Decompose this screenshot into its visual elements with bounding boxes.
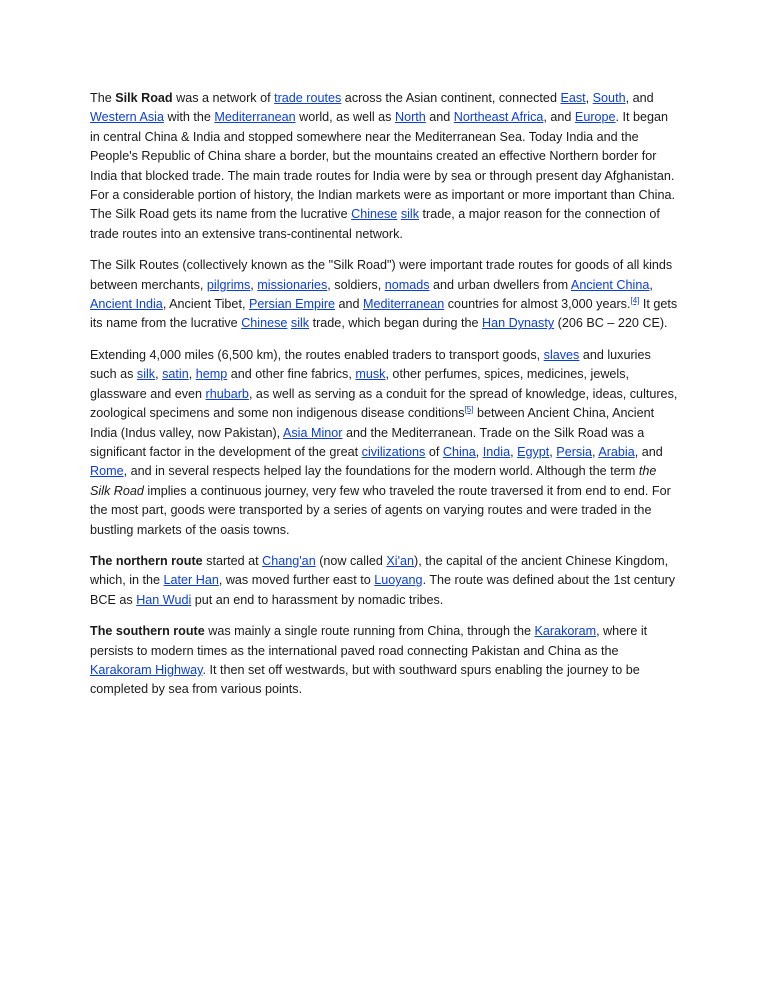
link-rome[interactable]: Rome <box>90 464 124 479</box>
link-hemp[interactable]: hemp <box>195 367 228 382</box>
link-xi-an[interactable]: Xi'an <box>386 553 415 568</box>
text-run: , <box>510 444 518 459</box>
text-run: started at <box>202 553 263 568</box>
text-run: , and <box>625 91 654 105</box>
link-silk[interactable]: silk <box>136 367 156 382</box>
text-run: Extending 4,000 miles (6,500 km), the routes enabled traders to transport goods, <box>90 347 544 362</box>
text-run: was mainly a single route running from China, through the <box>204 624 535 639</box>
link-chang-an[interactable]: Chang'an <box>262 553 316 568</box>
text-run: , as well as serving as a conduit for the spread of knowledge, ideas, cultures, zoological specimens and some non indigenous disease conditions <box>90 386 678 421</box>
link-nomads[interactable]: nomads <box>384 277 430 292</box>
link-slaves[interactable]: slaves <box>543 347 580 362</box>
link-satin[interactable]: satin <box>162 367 189 382</box>
text-run: , soldiers, <box>327 277 385 292</box>
text-run: , and <box>634 444 663 459</box>
text-run: trade, which began during the <box>309 316 483 331</box>
link-missionaries[interactable]: missionaries <box>257 277 328 292</box>
link-north[interactable]: North <box>394 110 426 125</box>
text-run: , <box>155 367 163 382</box>
link-silk[interactable]: silk <box>400 207 420 222</box>
text-run: with the <box>163 110 215 125</box>
paragraph-silk-road-intro <box>90 89 680 244</box>
link-silk[interactable]: silk <box>290 316 310 331</box>
text-run: and <box>425 110 454 125</box>
text-run: across the Asian continent, connected <box>341 91 561 105</box>
link-rhubarb[interactable]: rhubarb <box>205 386 249 401</box>
bold-text: The northern route <box>90 553 203 568</box>
link-china[interactable]: China <box>442 444 476 459</box>
text-run: between Ancient China, Ancient India (Indus valley, now Pakistan), <box>90 406 655 440</box>
text-run: and the Mediterranean. Trade on the Silk Road was a significant factor in the development of the great <box>90 425 645 459</box>
text-run: , <box>592 444 599 459</box>
link-karakoram[interactable]: Karakoram <box>534 624 597 639</box>
link-egypt[interactable]: Egypt <box>517 444 550 459</box>
text-run: , <box>188 367 196 382</box>
link-musk[interactable]: musk <box>355 367 386 382</box>
text-run: (206 BC – 220 CE). <box>554 316 668 331</box>
link-han-wudi[interactable]: Han Wudi <box>136 592 192 607</box>
text-run: (now called <box>315 553 387 568</box>
text-run: . It began in central China & India and stopped somewhere near the Mediterranean Sea. Today India and the People's Republic of China share a border, but the mountains created an effective Northern border for India that blocked trade. The main trade routes for India were by sea or through present day Afghanistan. For a considerable portion of history, the Indian markets were as important or more important than China. The Silk Road gets its name from the lucrative <box>90 110 675 222</box>
bold-text: The southern route <box>90 624 205 639</box>
text-run: was a network of <box>172 91 275 105</box>
link-chinese[interactable]: Chinese <box>241 316 288 331</box>
text-run: , <box>649 277 653 292</box>
text-run: and other fine fabrics, <box>227 367 356 382</box>
link-persia[interactable]: Persia <box>556 444 592 459</box>
text-run: of <box>425 444 443 459</box>
paragraph-southern-route <box>90 622 680 700</box>
link-chinese[interactable]: Chinese <box>351 207 398 222</box>
paragraph-silk-routes <box>90 256 680 334</box>
text-run: , other perfumes, spices, medicines, jewels, glassware and even <box>90 367 630 401</box>
italic-text: the Silk Road <box>90 464 657 498</box>
text-run: . It then set off westwards, but with southward spurs enabling the journey to be completed by sea from various points. <box>90 662 640 697</box>
text-run: implies a continuous journey, very few who traveled the route traversed it from end to end. For the most part, goods were transported by a series of agents on varying routes and were traded in the bustling markets of the oasis towns. <box>90 483 671 537</box>
link-later-han[interactable]: Later Han <box>163 573 219 588</box>
text-run: , and <box>543 110 575 125</box>
text-run: world, as well as <box>295 110 395 125</box>
text-run: . The route was defined about the 1st century BCE as <box>90 573 676 607</box>
link-trade-routes[interactable]: trade routes <box>274 91 342 105</box>
link-india[interactable]: India <box>482 444 511 459</box>
text-run: , <box>585 91 593 105</box>
text-run: trade, a major reason for the connection of trade routes into an extensive trans-continental network. <box>90 207 660 241</box>
text-run: put an end to harassment by nomadic tribes. <box>191 592 444 607</box>
link-civilizations[interactable]: civilizations <box>361 444 426 459</box>
text-run: and <box>335 297 364 312</box>
bold-text: Silk Road <box>115 91 173 105</box>
text-run: , and in several respects helped lay the foundations for the modern world. Although the term <box>123 464 639 479</box>
citation-link[interactable]: [5] <box>464 404 474 414</box>
paragraph-northern-route <box>90 552 680 610</box>
link-mediterranean[interactable]: Mediterranean <box>214 110 296 125</box>
text-run: and urban dwellers from <box>429 277 571 292</box>
text-run: , <box>250 277 258 292</box>
text-run: It gets its name from the lucrative <box>90 297 678 331</box>
link-mediterranean[interactable]: Mediterranean <box>363 297 445 312</box>
text-run: , was moved further east to <box>218 573 375 588</box>
text-run: , Ancient Tibet, <box>162 297 249 312</box>
link-europe[interactable]: Europe <box>574 110 616 125</box>
text-run: and luxuries such as <box>90 347 651 382</box>
document-body <box>90 89 680 712</box>
link-south[interactable]: South <box>592 91 626 105</box>
paragraph-extending-routes <box>90 346 680 540</box>
link-persian-empire[interactable]: Persian Empire <box>248 297 336 312</box>
link-arabia[interactable]: Arabia <box>598 444 635 459</box>
text-run: , <box>549 444 557 459</box>
text-run: countries for almost 3,000 years. <box>444 297 631 312</box>
text-run: The Silk Routes (collectively known as the "Silk Road") were important trade routes for goods of all kinds between merchants, <box>90 258 673 292</box>
link-ancient-china[interactable]: Ancient China <box>570 277 650 292</box>
link-western-asia[interactable]: Western Asia <box>90 110 164 125</box>
link-karakoram-highway[interactable]: Karakoram Highway <box>90 662 203 677</box>
link-northeast-africa[interactable]: Northeast Africa <box>453 110 544 125</box>
text-run: ), the capital of the ancient Chinese Kingdom, which, in the <box>90 553 669 588</box>
link-luoyang[interactable]: Luoyang <box>374 573 423 588</box>
link-pilgrims[interactable]: pilgrims <box>206 277 251 292</box>
link-ancient-india[interactable]: Ancient India <box>90 297 163 312</box>
link-han-dynasty[interactable]: Han Dynasty <box>482 316 555 331</box>
text-run: , <box>475 444 483 459</box>
text-run: , where it persists to modern times as the international paved road connecting Pakistan and China as the <box>90 624 648 658</box>
text-run: The <box>90 91 116 105</box>
citation-link[interactable]: [4] <box>630 295 640 305</box>
link-asia-minor[interactable]: Asia Minor <box>282 425 343 440</box>
link-east[interactable]: East <box>560 91 586 105</box>
